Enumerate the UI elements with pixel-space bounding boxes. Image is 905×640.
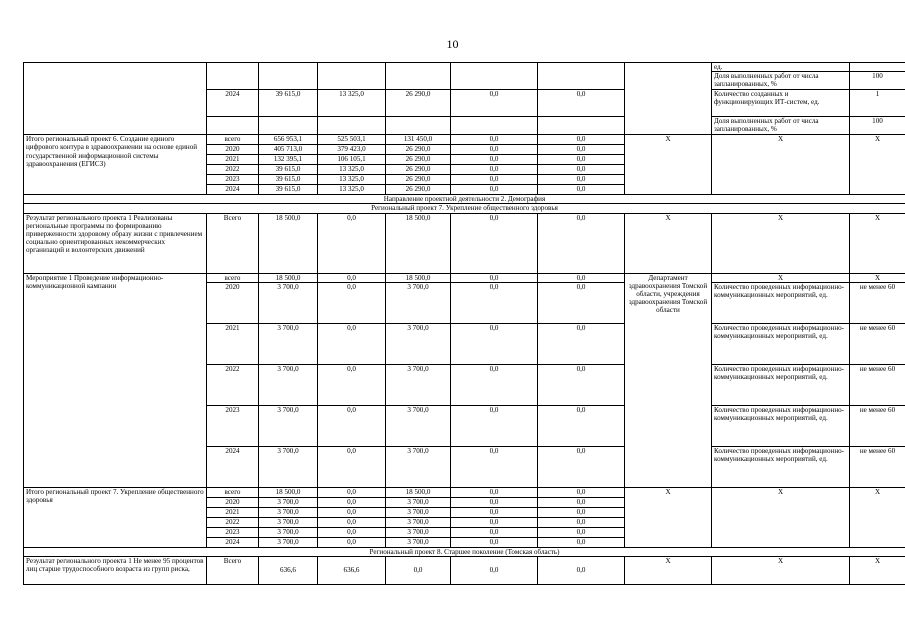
federal-cell: 0,0 [318, 446, 386, 487]
local-cell: 0,0 [451, 165, 538, 175]
empty-cell [386, 63, 451, 90]
direction-title: Направление проектной деятельности 2. Демография [24, 195, 905, 204]
year-cell: 2024 [207, 537, 259, 547]
regional-cell: 3 700,0 [386, 446, 451, 487]
other-cell: 0,0 [538, 135, 625, 145]
direction-header [24, 195, 905, 204]
local-cell: 0,0 [451, 487, 538, 497]
regional-cell: 26 290,0 [386, 185, 451, 195]
total-cell: 3 700,0 [259, 364, 318, 405]
federal-cell: 0,0 [318, 487, 386, 497]
total-cell: 3 700,0 [259, 282, 318, 323]
local-cell: 0,0 [451, 405, 538, 446]
project8-title: Региональный проект 8. Старшее поколение (Томская область) [24, 547, 905, 556]
x-cell: X [712, 135, 850, 195]
total-cell: 18 500,0 [259, 487, 318, 497]
result8-row [24, 557, 905, 585]
regional-cell: 18 500,0 [386, 213, 451, 273]
result7-label-cell: Результат регионального проекта 1 Реализованы региональные программы по формированию приверженности здоровому образу жизни с привлечением социально ориентированных некоммерческих организаций и волонтерских движений [24, 213, 207, 273]
x-cell: X [850, 487, 905, 547]
federal-cell: 0,0 [318, 273, 386, 282]
local-cell: 0,0 [451, 135, 538, 145]
other-cell: 0,0 [538, 487, 625, 497]
empty-cell [259, 63, 318, 90]
other-cell: 0,0 [538, 537, 625, 547]
federal-cell: 0,0 [318, 517, 386, 527]
federal-cell: 525 503,1 [318, 135, 386, 145]
local-cell: 0,0 [451, 497, 538, 507]
result7-row [24, 213, 905, 273]
regional-cell: 26 290,0 [386, 90, 451, 117]
indicator-cell: Доля выполненных работ от числа запланированных, % [712, 72, 850, 90]
other-cell: 0,0 [538, 497, 625, 507]
local-cell: 0,0 [451, 185, 538, 195]
federal-cell: 0,0 [318, 282, 386, 323]
total-cell: 39 615,0 [259, 90, 318, 117]
total-cell: 39 615,0 [259, 175, 318, 185]
other-cell: 0,0 [538, 282, 625, 323]
other-cell: 0,0 [538, 213, 625, 273]
regional-cell: 26 290,0 [386, 155, 451, 165]
local-cell: 0,0 [451, 90, 538, 117]
total-cell: 656 953,1 [259, 135, 318, 145]
year-cell: 2024 [207, 90, 259, 117]
federal-cell: 0,0 [318, 405, 386, 446]
federal-cell: 106 105,1 [318, 155, 386, 165]
indicator-cell: Количество проведенных информационно-коммуникационных мероприятий, ед. [712, 282, 850, 323]
budget-table [23, 62, 905, 585]
x-cell: X [625, 487, 712, 547]
measure-row [24, 273, 905, 282]
other-cell: 0,0 [538, 273, 625, 282]
indicator-value-cell: не менее 60 [850, 364, 905, 405]
value-cell: 636,6 [259, 557, 318, 585]
regional-cell: 3 700,0 [386, 527, 451, 537]
x-cell: X [625, 135, 712, 195]
indicator-value-cell: 1 [850, 90, 905, 117]
x-cell: X [850, 213, 905, 273]
x-cell: X [712, 557, 850, 585]
regional-cell: 3 700,0 [386, 517, 451, 527]
x-cell: X [712, 487, 850, 547]
other-cell: 0,0 [538, 165, 625, 175]
empty-cell [451, 63, 538, 90]
indicator-value-cell: 100 [850, 72, 905, 90]
local-cell: 0,0 [451, 175, 538, 185]
itog6-row [24, 135, 905, 145]
regional-cell: 18 500,0 [386, 273, 451, 282]
indicator-value-cell [850, 63, 905, 72]
regional-cell: 3 700,0 [386, 537, 451, 547]
total-cell: 18 500,0 [259, 213, 318, 273]
x-cell: X [625, 213, 712, 273]
indicator-cell: Доля выполненных работ от числа запланированных, % [712, 117, 850, 135]
other-cell: 0,0 [538, 517, 625, 527]
regional-cell: 3 700,0 [386, 497, 451, 507]
empty-cell [207, 63, 259, 90]
other-cell: 0,0 [538, 155, 625, 165]
total-cell: 3 700,0 [259, 537, 318, 547]
local-cell: 0,0 [451, 155, 538, 165]
year-cell: 2023 [207, 175, 259, 185]
indicator-value-cell: не менее 60 [850, 323, 905, 364]
year-cell: 2020 [207, 282, 259, 323]
regional-cell: 3 700,0 [386, 507, 451, 517]
x-cell: X [625, 557, 712, 585]
other-cell: 0,0 [538, 527, 625, 537]
local-cell: 0,0 [451, 282, 538, 323]
federal-cell: 13 325,0 [318, 165, 386, 175]
total-cell: 3 700,0 [259, 517, 318, 527]
value-cell: 636,6 [318, 557, 386, 585]
indicator-cell: Количество созданных и функционирующих ИТ-систем, ед. [712, 90, 850, 117]
local-cell: 0,0 [451, 507, 538, 517]
indicator-cell: Количество проведенных информационно-коммуникационных мероприятий, ед. [712, 323, 850, 364]
local-cell: 0,0 [451, 364, 538, 405]
federal-cell: 0,0 [318, 364, 386, 405]
regional-cell: 3 700,0 [386, 405, 451, 446]
year-cell: 2023 [207, 527, 259, 537]
other-cell: 0,0 [538, 175, 625, 185]
indicator-cell: Количество проведенных информационно-коммуникационных мероприятий, ед. [712, 364, 850, 405]
regional-cell: 26 290,0 [386, 165, 451, 175]
regional-cell: 3 700,0 [386, 323, 451, 364]
empty-cell [538, 63, 625, 90]
regional-cell: 3 700,0 [386, 282, 451, 323]
federal-cell: 13 325,0 [318, 175, 386, 185]
year-cell: 2023 [207, 405, 259, 446]
total-cell: 3 700,0 [259, 446, 318, 487]
year-cell: 2021 [207, 323, 259, 364]
empty-cell [451, 117, 538, 135]
local-cell: 0,0 [451, 213, 538, 273]
year-cell: 2021 [207, 507, 259, 517]
project8-header [24, 547, 905, 556]
indicator-value-cell: не менее 60 [850, 282, 905, 323]
indicator-value-cell: не менее 60 [850, 446, 905, 487]
local-cell: 0,0 [451, 527, 538, 537]
value-cell: 0,0 [386, 557, 451, 585]
federal-cell: 379 423,0 [318, 145, 386, 155]
itog7-label-cell: Итого региональный проект 7. Укрепление общественного здоровья [24, 487, 207, 547]
year-cell: 2022 [207, 517, 259, 527]
federal-cell: 0,0 [318, 507, 386, 517]
year-cell: 2024 [207, 446, 259, 487]
federal-cell: 13 325,0 [318, 90, 386, 117]
year-cell: Всего [207, 213, 259, 273]
itog6-label-cell: Итого региональный проект 6. Создание единого цифрового контура в здравоохранении на основе единой государственной информационной системы здравоохранения (ЕГИСЗ) [24, 135, 207, 195]
total-cell: 3 700,0 [259, 323, 318, 364]
empty-cell [259, 117, 318, 135]
page-number: 10 [446, 37, 459, 51]
local-cell: 0,0 [451, 145, 538, 155]
local-cell: 0,0 [451, 537, 538, 547]
regional-cell: 18 500,0 [386, 487, 451, 497]
total-cell: 132 395,1 [259, 155, 318, 165]
department-cell: Департамент здравоохранения Томской области, учреждения здравоохранения Томской области [625, 273, 712, 487]
other-cell: 0,0 [538, 90, 625, 117]
empty-cell [538, 117, 625, 135]
federal-cell: 0,0 [318, 497, 386, 507]
federal-cell: 13 325,0 [318, 185, 386, 195]
year-cell: 2022 [207, 364, 259, 405]
result8-label-cell: Результат регионального проекта 1 Не менее 95 процентов лиц старше трудоспособного возраста из групп риска, [24, 557, 207, 585]
regional-cell: 131 450,0 [386, 135, 451, 145]
empty-cell [318, 117, 386, 135]
continued-name-cell [24, 63, 207, 135]
value-cell: 0,0 [451, 557, 538, 585]
total-cell: 39 615,0 [259, 185, 318, 195]
indicator-value-cell: не менее 60 [850, 405, 905, 446]
year-cell: 2024 [207, 185, 259, 195]
regional-cell: 26 290,0 [386, 175, 451, 185]
x-cell: X [712, 213, 850, 273]
year-cell: всего [207, 487, 259, 497]
measure-label-cell: Мероприятие 1 Проведение информационно-коммуникационной кампании [24, 273, 207, 487]
year-cell: Всего [207, 557, 259, 585]
local-cell: 0,0 [451, 273, 538, 282]
x-cell: X [850, 273, 905, 282]
x-cell: X [850, 135, 905, 195]
local-cell: 0,0 [451, 323, 538, 364]
empty-cell [207, 117, 259, 135]
local-cell: 0,0 [451, 517, 538, 527]
indicator-cell: ед. [712, 63, 850, 72]
other-cell: 0,0 [538, 507, 625, 517]
federal-cell: 0,0 [318, 323, 386, 364]
other-cell: 0,0 [538, 405, 625, 446]
regional-cell: 26 290,0 [386, 145, 451, 155]
total-cell: 405 713,0 [259, 145, 318, 155]
other-cell: 0,0 [538, 446, 625, 487]
federal-cell: 0,0 [318, 213, 386, 273]
federal-cell: 0,0 [318, 527, 386, 537]
project7-title: Региональный проект 7. Укрепление общественного здоровья [24, 204, 905, 213]
indicator-cell: Количество проведенных информационно-коммуникационных мероприятий, ед. [712, 446, 850, 487]
x-cell: X [850, 557, 905, 585]
indicator-value-cell: 100 [850, 117, 905, 135]
other-cell: 0,0 [538, 145, 625, 155]
itog7-row [24, 487, 905, 497]
total-cell: 18 500,0 [259, 273, 318, 282]
other-cell: 0,0 [538, 323, 625, 364]
empty-dept-cell [625, 63, 712, 135]
year-cell: 2020 [207, 497, 259, 507]
year-cell: 2022 [207, 165, 259, 175]
total-cell: 39 615,0 [259, 165, 318, 175]
total-cell: 3 700,0 [259, 527, 318, 537]
regional-cell: 3 700,0 [386, 364, 451, 405]
year-cell: всего [207, 135, 259, 145]
federal-cell: 0,0 [318, 537, 386, 547]
other-cell: 0,0 [538, 364, 625, 405]
total-cell: 3 700,0 [259, 405, 318, 446]
total-cell: 3 700,0 [259, 497, 318, 507]
year-cell: всего [207, 273, 259, 282]
x-cell: X [712, 273, 850, 282]
other-cell: 0,0 [538, 185, 625, 195]
indicator-cell: Количество проведенных информационно-коммуникационных мероприятий, ед. [712, 405, 850, 446]
year-cell: 2021 [207, 155, 259, 165]
project7-header [24, 204, 905, 213]
year-cell: 2020 [207, 145, 259, 155]
value-cell: 0,0 [538, 557, 625, 585]
local-cell: 0,0 [451, 446, 538, 487]
empty-cell [386, 117, 451, 135]
empty-cell [318, 63, 386, 90]
continued-row [24, 63, 905, 72]
total-cell: 3 700,0 [259, 507, 318, 517]
